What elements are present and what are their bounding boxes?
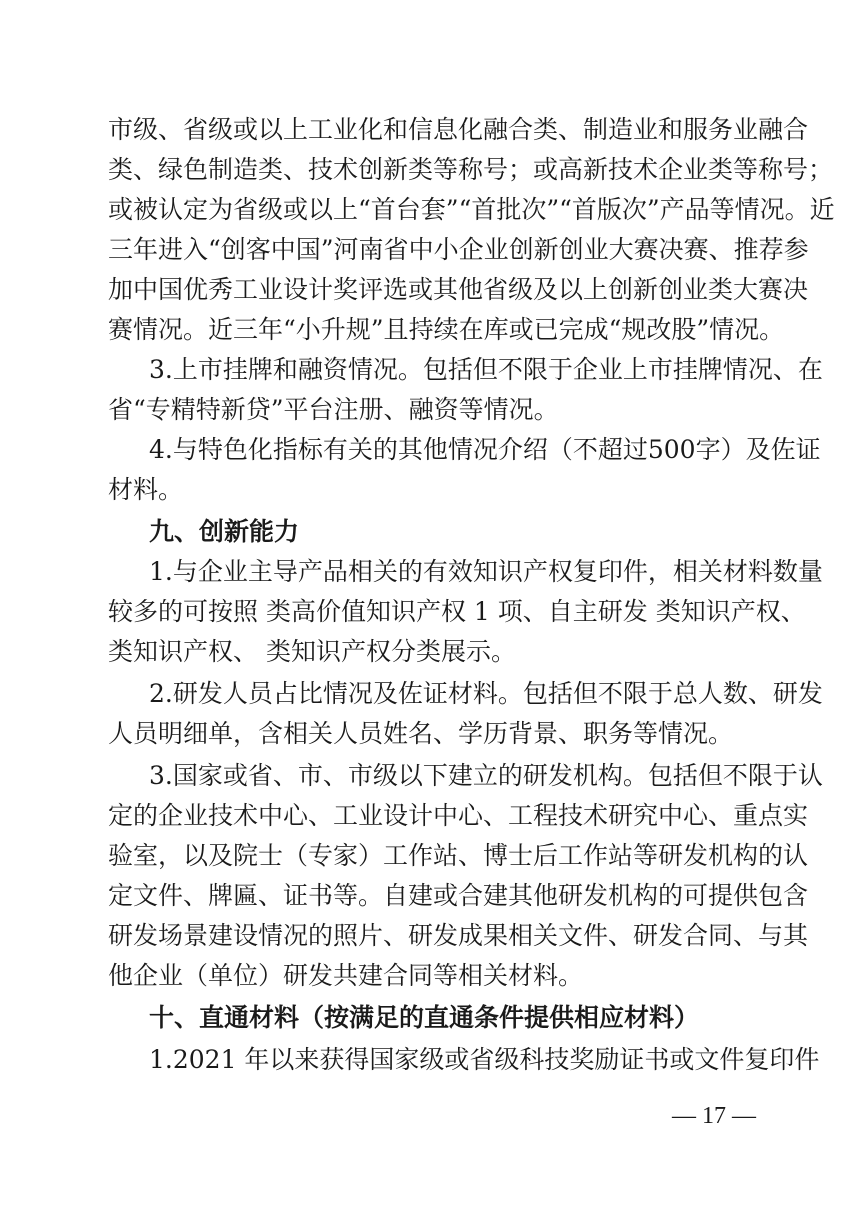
- section-heading-innovation: 九、创新能力: [149, 517, 300, 546]
- body-line: 材料。: [108, 475, 184, 504]
- body-line: 三年进入“创客中国”河南省中小企业创新创业大赛决赛、推荐参: [108, 235, 809, 264]
- body-line: 研发场景建设情况的照片、研发成果相关文件、研发合同、与其: [108, 921, 809, 950]
- body-line: 较多的可按照 类高价值知识产权 1 项、自主研发 类知识产权、: [108, 597, 806, 626]
- item-1-awards: 1.2021 年以来获得国家级或省级科技奖励证书或文件复印件: [149, 1045, 820, 1074]
- item-3-listing-financing: 3.上市挂牌和融资情况。包括但不限于企业上市挂牌情况、在: [149, 355, 823, 384]
- page-number: — 17 —: [672, 1103, 756, 1129]
- body-line: 加中国优秀工业设计奖评选或其他省级及以上创新创业类大赛决: [108, 275, 809, 304]
- item-4-other-info: 4.与特色化指标有关的其他情况介绍（不超过500字）及佐证: [149, 435, 821, 464]
- body-line: 赛情况。近三年“小升规”且持续在库或已完成“规改股”情况。: [108, 315, 785, 344]
- body-line: 他企业（单位）研发共建合同等相关材料。: [108, 961, 584, 990]
- body-line: 人员明细单，含相关人员姓名、学历背景、职务等情况。: [108, 719, 734, 748]
- item-2-rd-staff: 2.研发人员占比情况及佐证材料。包括但不限于总人数、研发: [149, 679, 823, 708]
- body-line: 类知识产权、 类知识产权分类展示。: [108, 637, 516, 666]
- body-line: 或被认定为省级或以上“首台套”“首批次”“首版次”产品等情况。近: [108, 195, 835, 224]
- body-line: 验室，以及院士（专家）工作站、博士后工作站等研发机构的认: [108, 841, 809, 870]
- body-line: 类、绿色制造类、技术创新类等称号；或高新技术企业类等称号；: [108, 155, 834, 184]
- body-line: 定的企业技术中心、工业设计中心、工程技术研究中心、重点实: [108, 801, 809, 830]
- item-1-ip: 1.与企业主导产品相关的有效知识产权复印件，相关材料数量: [149, 557, 823, 586]
- section-heading-direct-materials: 十、直通材料（按满足的直通条件提供相应材料）: [149, 1003, 700, 1032]
- body-line: 市级、省级或以上工业化和信息化融合类、制造业和服务业融合: [108, 115, 809, 144]
- body-line: 定文件、牌匾、证书等。自建或合建其他研发机构的可提供包含: [108, 881, 809, 910]
- item-3-rd-institutions: 3.国家或省、市、市级以下建立的研发机构。包括但不限于认: [149, 761, 823, 790]
- body-line: 省“专精特新贷”平台注册、融资等情况。: [108, 395, 559, 424]
